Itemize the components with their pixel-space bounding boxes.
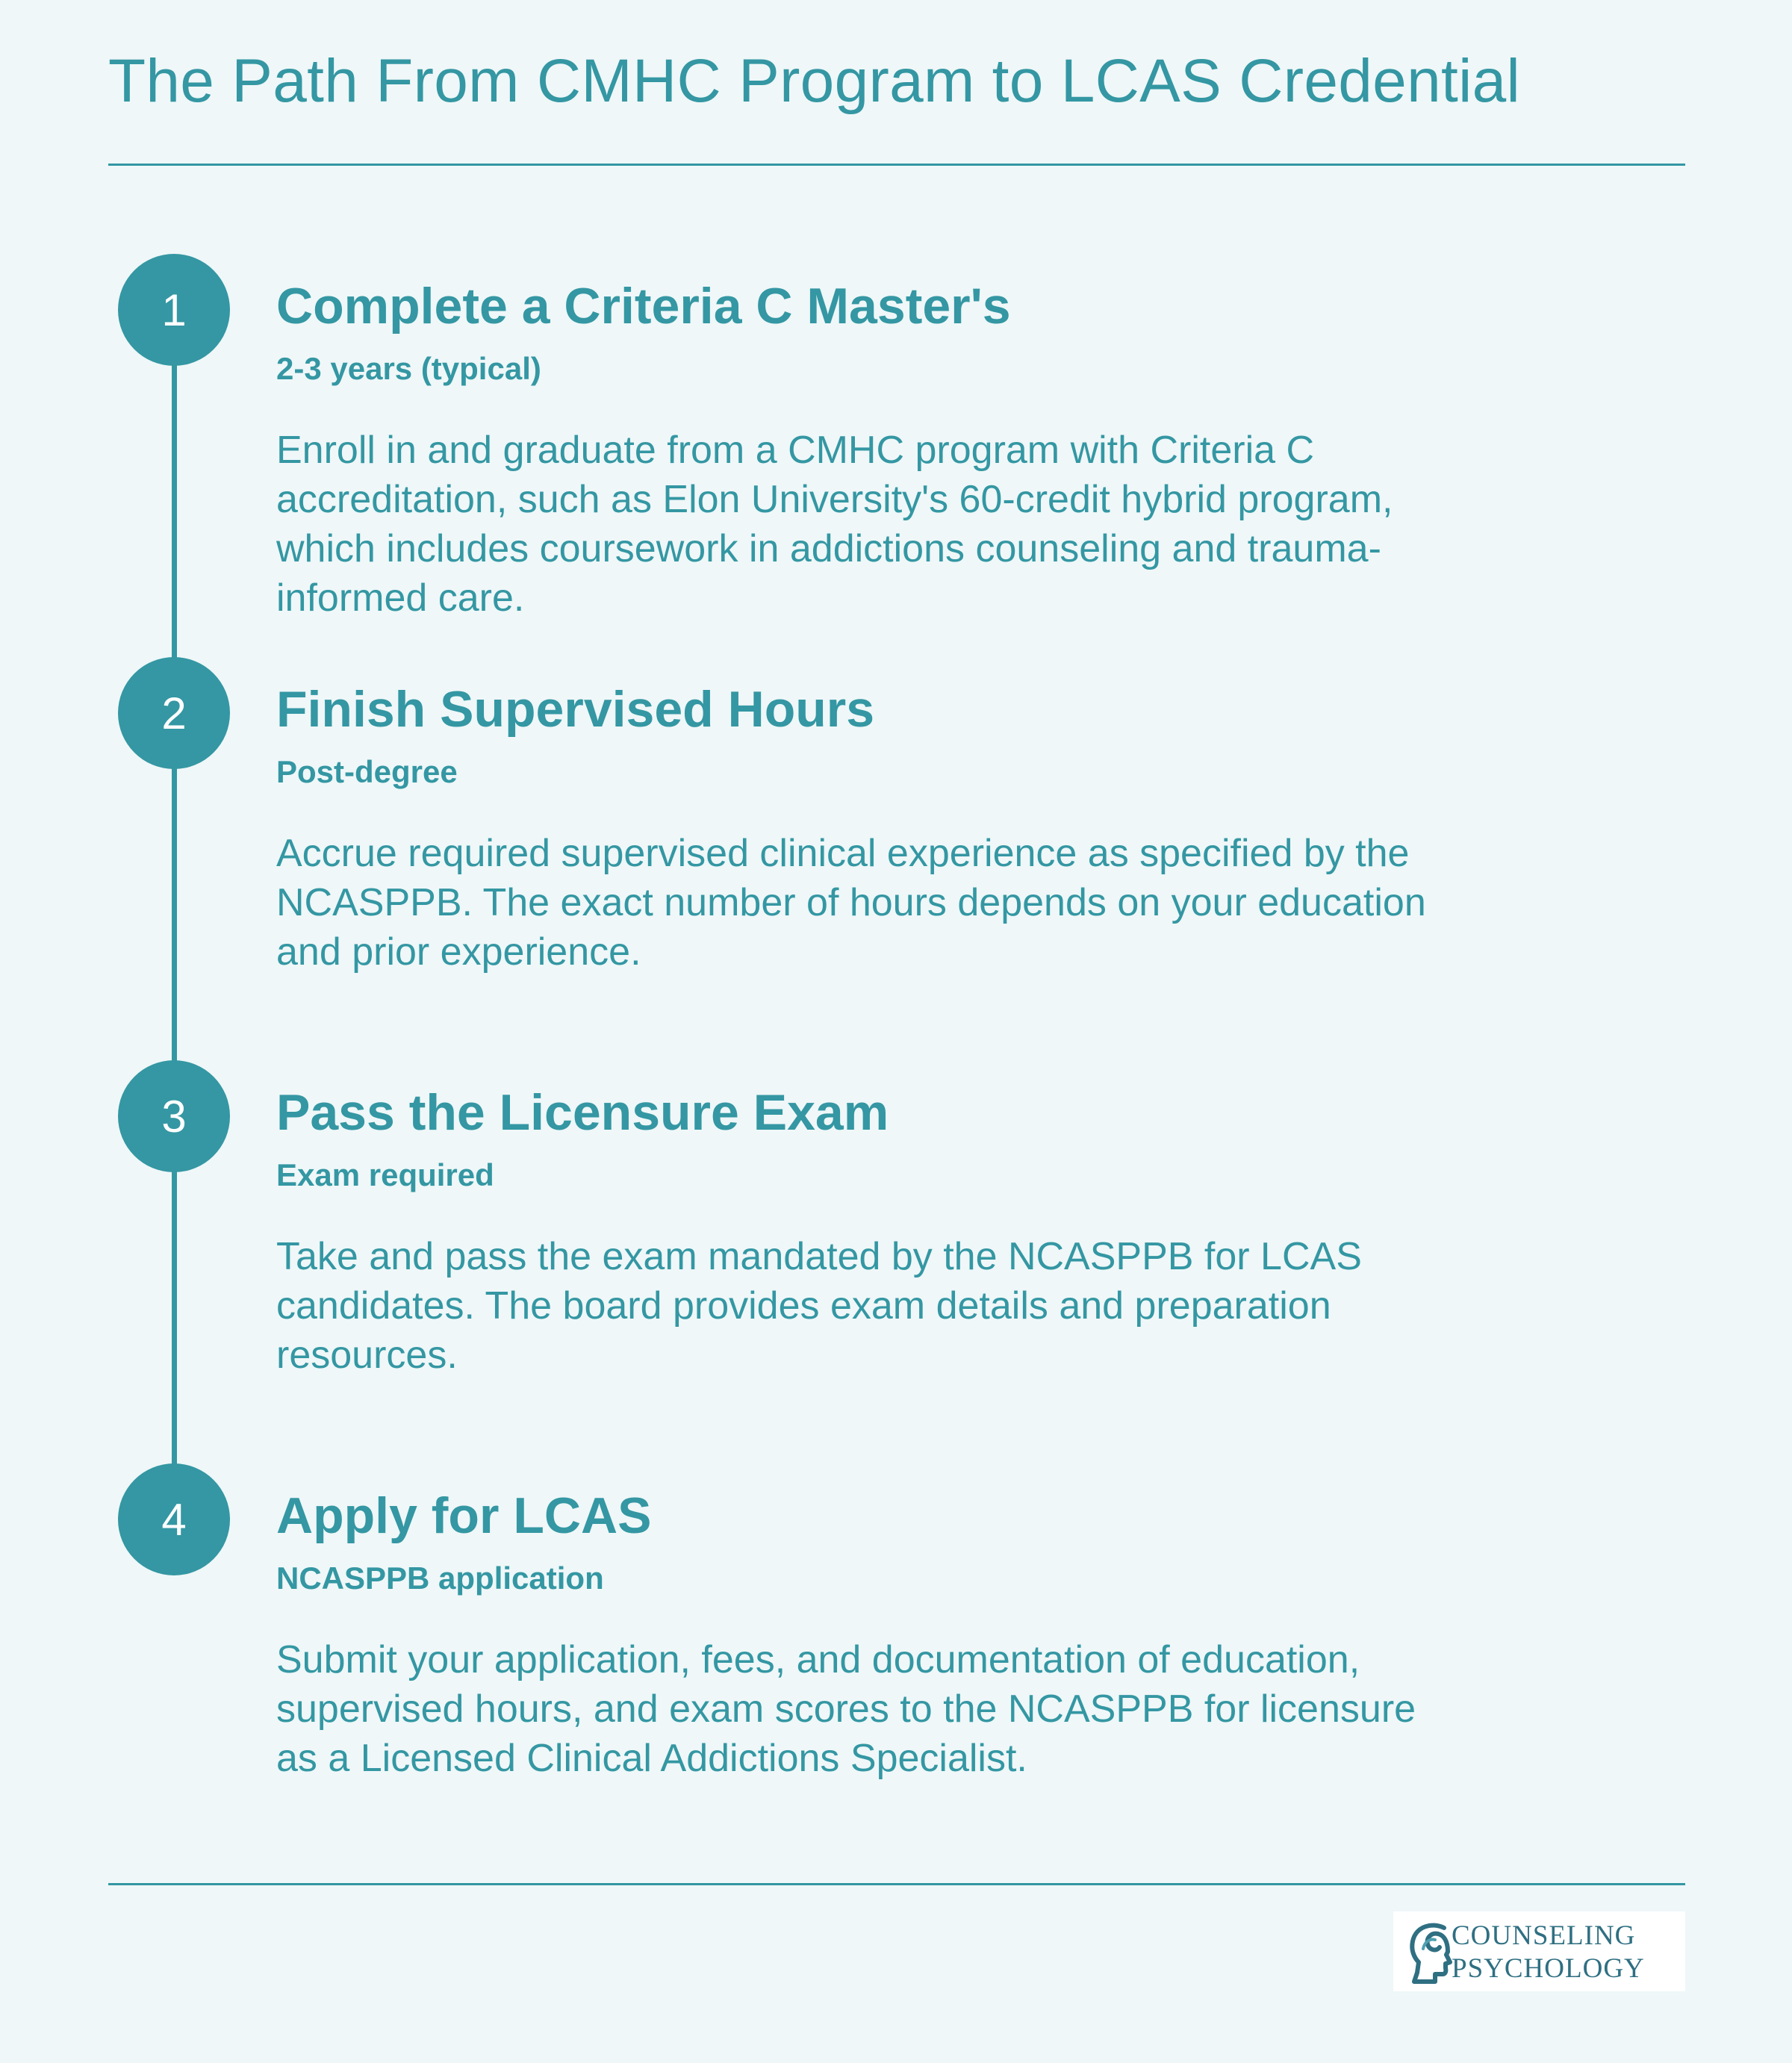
step-description: Submit your application, fees, and documentation of education, supervised hours, and exam scores to the NCASPPB for licensure as a Licensed Clinical Addictions Specialist. (276, 1638, 1416, 1780)
step-heading: Complete a Criteria C Master's (276, 278, 1011, 335)
head-profile-icon (1405, 1919, 1457, 1985)
logo-text-top: COUNSELING (1452, 1920, 1636, 1951)
step-number-badge: 1 (118, 254, 230, 366)
step-subheading: Post-degree (276, 754, 458, 789)
logo-text-bottom: PSYCHOLOGY (1452, 1953, 1645, 1984)
timeline-connector (172, 310, 177, 1519)
counseling-psychology-logo (1393, 1911, 1685, 1991)
top-divider (108, 164, 1685, 166)
step-heading: Pass the Licensure Exam (276, 1084, 889, 1141)
step-description: Enroll in and graduate from a CMHC program with Criteria C accreditation, such as Elon University's 60-credit hybrid program, which includes coursework in addictions counseling and trauma-informed care. (276, 429, 1393, 620)
step-description: Accrue required supervised clinical experience as specified by the NCASPPB. The exact number of hours depends on your education and prior experience. (276, 832, 1426, 974)
step-subheading: 2-3 years (typical) (276, 351, 541, 386)
step-number-badge: 4 (118, 1463, 230, 1575)
step-subheading: NCASPPB application (276, 1561, 604, 1596)
step-heading: Finish Supervised Hours (276, 681, 875, 738)
step-subheading: Exam required (276, 1157, 494, 1192)
step-number-badge: 3 (118, 1060, 230, 1172)
page-title: The Path From CMHC Program to LCAS Credential (108, 47, 1521, 115)
step-heading: Apply for LCAS (276, 1487, 652, 1544)
bottom-divider (108, 1883, 1685, 1885)
step-number-badge: 2 (118, 657, 230, 769)
step-description: Take and pass the exam mandated by the NCASPPB for LCAS candidates. The board provides exam details and preparation resources. (276, 1235, 1362, 1377)
